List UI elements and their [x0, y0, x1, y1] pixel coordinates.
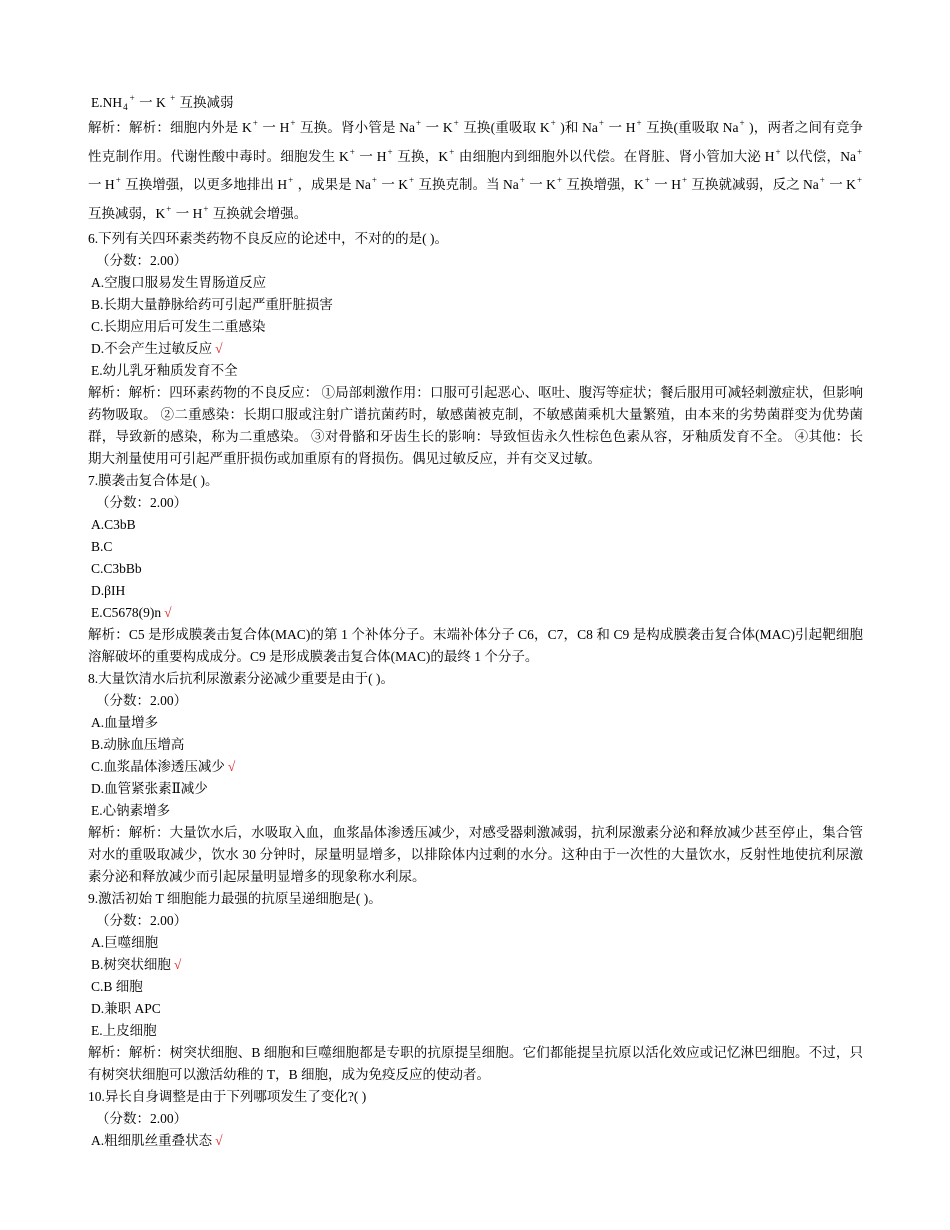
question-block: [88, 470, 863, 668]
answer-option: [88, 1130, 863, 1152]
question-block: [88, 668, 863, 888]
question-score: （分数：2.00）: [96, 253, 188, 268]
question-analysis: 解析：C5 是形成膜袭击复合体(MAC)的第 1 个补体分子。末端补体分子 C6，C7，C8 和 C9 是构成膜袭击复合体(MAC)引起靶细胞溶解破坏的重要构成成分。C9 是形成膜袭击复合体(MAC)的最终 1 个分子。: [88, 627, 863, 664]
answer-option: [88, 602, 863, 624]
answer-option-text: C.C3bBb: [91, 561, 142, 576]
answer-option: [88, 976, 863, 998]
answer-option-text: B.动脉血压增高: [91, 737, 185, 752]
answer-option-text: E.幼儿乳牙釉质发育不全: [91, 363, 238, 378]
answer-option-text: D.血管紧张素Ⅱ减少: [91, 781, 208, 796]
prev-option-e: $E.NH_4^+$ 一 K + 互换减弱: [91, 93, 234, 112]
question-block: [88, 1086, 863, 1152]
answer-option: [88, 580, 863, 602]
answer-option: [88, 272, 863, 294]
answer-option-text: E.C5678(9)n: [91, 605, 162, 620]
answer-option-text: E.上皮细胞: [91, 1023, 157, 1038]
answer-option-text: A.C3bB: [91, 517, 136, 532]
question-list: [88, 228, 863, 1152]
answer-option: [88, 514, 863, 536]
answer-option-text: C.B 细胞: [91, 979, 143, 994]
answer-option: [88, 558, 863, 580]
answer-option-text: B.C: [91, 539, 113, 554]
question-score: （分数：2.00）: [96, 913, 188, 928]
answer-option: [88, 294, 863, 316]
answer-option: [88, 1020, 863, 1042]
question-stem: 7.膜袭击复合体是( )。: [88, 473, 219, 488]
question-stem: 6.下列有关四环素类药物不良反应的论述中，不对的的是( )。: [88, 231, 448, 246]
correct-check-mark: √: [215, 1133, 223, 1148]
question-analysis: 解析：解析：树突状细胞、B 细胞和巨噬细胞都是专职的抗原提呈细胞。它们都能提呈抗原以活化效应或记忆淋巴细胞。不过，只有树突状细胞可以激活幼稚的 T，B 细胞，成为免疫反应的使动者。: [88, 1045, 863, 1082]
answer-option: [88, 360, 863, 382]
answer-option: [88, 954, 863, 976]
answer-option: [88, 778, 863, 800]
question-analysis: 解析：解析：四环素药物的不良反应： ①局部刺激作用：口服可引起恶心、呕吐、腹泻等症状；餐后服用可减轻刺激症状，但影响药物吸取。 ②二重感染：长期口服或注射广谱抗菌药时，敏感菌被克制，不敏感菌乘机大量繁殖，由本来的劣势菌群变为优势菌群，导致新的感染，称为二重感染。 ③对骨骼和牙齿生长的影响：导致恒齿永久性棕色色素从容，牙釉质发育不全。 ④其他：长期大剂量使用可引起严重肝损伤或加重原有的肾损伤。偶见过敏反应，并有交叉过敏。: [88, 385, 863, 466]
answer-option-text: A.粗细肌丝重叠状态: [91, 1133, 213, 1148]
answer-option-text: B.树突状细胞: [91, 957, 171, 972]
answer-option: [88, 734, 863, 756]
question-stem: 10.异长自身调整是由于下列哪项发生了变化?( ): [88, 1089, 367, 1104]
answer-option-text: D.兼职 APC: [91, 1001, 161, 1016]
correct-check-mark: √: [164, 605, 172, 620]
correct-check-mark: √: [173, 957, 182, 972]
question-analysis: 解析：解析：大量饮水后，水吸取入血，血浆晶体渗透压减少，对感受器刺激减弱，抗利尿激素分泌和释放减少甚至停止，集合管对水的重吸取减少，饮水 30 分钟时，尿量明显增多，以排除体内过剩的水分。这种由于一次性的大量饮水，反射性地使抗利尿激素分泌和释放减少而引起尿量明显增多的现象称水利尿。: [88, 825, 863, 884]
question-stem: 9.激活初始 T 细胞能力最强的抗原呈递细胞是( )。: [88, 891, 382, 906]
answer-option: [88, 800, 863, 822]
answer-option-text: E.心钠素增多: [91, 803, 171, 818]
question-block: [88, 228, 863, 470]
answer-option: [88, 932, 863, 954]
prev-analysis: 解析：解析：细胞内外是 K+ 一 H+ 互换。肾小管是 Na+ 一 K+ 互换(重吸取 K+ )和 Na+ 一 H+ 互换(重吸取 Na+ )，两者之间有竞争性克制作用。代谢性酸中毒时。细胞发生 K+ 一 H+ 互换，K+ 由细胞内到细胞外以代偿。在肾脏、肾小管加大泌 H+ 以代偿，Na+ 一 H+ 互换增强，以更多地排出 H+ ，成果是 Na+ 一 K+ 互换克制。当 Na+ 一 K+ 互换增强，K+ 一 H+ 互换就减弱，反之 Na+ 一 K+ 互换减弱，K+ 一 H+ 互换就会增强。: [88, 118, 864, 221]
answer-option-text: A.巨噬细胞: [91, 935, 159, 950]
answer-option: [88, 756, 863, 778]
page-content: [88, 92, 863, 1152]
answer-option: [88, 338, 863, 360]
answer-option-text: A.空腹口服易发生胃肠道反应: [91, 275, 267, 290]
answer-option-text: D.不会产生过敏反应: [91, 341, 213, 356]
answer-option: [88, 998, 863, 1020]
answer-option: [88, 536, 863, 558]
answer-option: [88, 316, 863, 338]
question-score: （分数：2.00）: [96, 1111, 188, 1126]
question-score: （分数：2.00）: [96, 693, 188, 708]
answer-option-text: C.血浆晶体渗透压减少: [91, 759, 225, 774]
answer-option-text: B.长期大量静脉给药可引起严重肝脏损害: [91, 297, 333, 312]
answer-option-text: A.血量增多: [91, 715, 159, 730]
answer-option-text: D.βIH: [91, 583, 126, 598]
question-stem: 8.大量饮清水后抗利尿激素分泌减少重要是由于( )。: [88, 671, 394, 686]
answer-option-text: C.长期应用后可发生二重感染: [91, 319, 266, 334]
answer-option: [88, 712, 863, 734]
question-score: （分数：2.00）: [96, 495, 188, 510]
correct-check-mark: √: [215, 341, 223, 356]
question-block: [88, 888, 863, 1086]
correct-check-mark: √: [227, 759, 236, 774]
